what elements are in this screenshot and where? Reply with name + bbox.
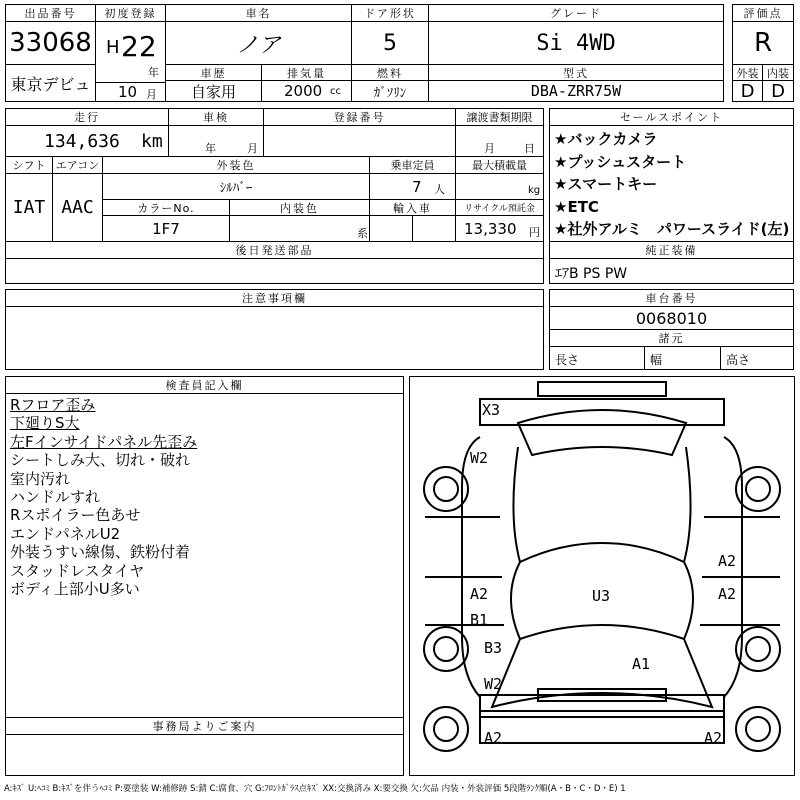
length-label: 長さ — [555, 353, 580, 367]
damage-mark: U3 — [592, 587, 611, 605]
hub-spare-left — [434, 717, 458, 741]
transfer-day-unit: 日 — [524, 142, 535, 155]
hub-front-left — [434, 637, 458, 661]
capacity: 7 — [412, 178, 422, 196]
hub-rear-left — [434, 477, 458, 501]
aircon-label: エアコン — [52, 156, 103, 174]
damage-mark: B3 — [484, 639, 503, 657]
inspector-note: ハンドルすれ — [10, 488, 101, 507]
color-no-label: カラーNo. — [102, 199, 230, 216]
model-label: 型式 — [428, 64, 724, 81]
specs-label: 諸元 — [549, 329, 794, 347]
damage-mark: A2 — [718, 552, 737, 570]
ext-color-label: 外装色 — [102, 156, 370, 174]
chassis-no-label: 車台番号 — [549, 289, 794, 307]
inspector-note: Rスポイラー色あせ — [10, 506, 141, 525]
color-no: 1F7 — [102, 215, 230, 242]
inspector-notes — [5, 393, 404, 718]
hub-front-right — [746, 637, 770, 661]
int-color-cell — [229, 215, 370, 242]
person-unit: 人 — [434, 183, 445, 196]
first-reg-label: 初度登録 — [95, 4, 166, 22]
import-label: 輸入車 — [369, 199, 456, 216]
legend: A:ｷｽﾞ U:ﾍｺﾐ B:ｷｽﾞを伴うﾍｺﾐ P:要塗装 W:補修跡 S:錆 C:腐食、穴 G:ﾌﾛﾝﾄｶﾞﾗｽ点ｷｽﾞ XX:交換済み X:要交換 欠:欠品 内装・外装評価 5段階ﾗﾝｸ順(A・B・C・D・E) 1 — [4, 784, 626, 794]
import-cell-2 — [412, 215, 456, 242]
rear-roof-shape — [513, 447, 690, 562]
insp-month-unit: 月 — [247, 142, 258, 155]
mileage: 134,636 — [44, 131, 120, 152]
sales-point: ★社外アルミ パワースライド(左) — [554, 220, 790, 238]
office-cell — [5, 734, 404, 776]
capacity-cell — [369, 173, 456, 200]
km-unit: km — [141, 131, 163, 152]
displacement: 2000 — [284, 82, 323, 100]
int-color-suffix: 系 — [357, 227, 368, 240]
later-parts-label: 後日発送部品 — [5, 241, 544, 259]
reg-month: 10 — [118, 83, 138, 101]
shift-label: シフト — [5, 156, 53, 174]
insp-year-unit: 年 — [205, 142, 216, 155]
score: R — [732, 21, 794, 65]
reg-no-cell — [263, 125, 456, 157]
shift: IAT — [5, 173, 53, 242]
kg-unit: kg — [528, 185, 541, 196]
fuel: ｶﾞｿﾘﾝ — [351, 80, 429, 102]
front-bumper-shape — [480, 711, 724, 743]
inspector-note: エンドパネルU2 — [10, 524, 121, 543]
car-name-label: 車名 — [165, 4, 352, 22]
height-cell — [720, 346, 794, 370]
sales-point: ★バックカメラ — [554, 130, 658, 148]
rear-bumper-shape — [538, 382, 666, 396]
lot-number: 33068 — [5, 21, 96, 65]
doors: 5 — [351, 21, 429, 65]
reg-no-label: 登録番号 — [263, 108, 456, 126]
wheel-front-right — [736, 627, 780, 671]
grade: Si 4WD — [428, 21, 724, 65]
year-unit: 年 — [148, 66, 159, 79]
displacement-label: 排気量 — [261, 64, 352, 81]
notes-cell — [5, 306, 544, 370]
aircon: AAC — [52, 173, 103, 242]
hub-rear-right — [746, 477, 770, 501]
recycle-label: リサイクル預託金 — [455, 199, 544, 216]
damage-mark: B1 — [470, 611, 489, 629]
car-outline-diagram — [410, 377, 794, 775]
max-load-cell — [455, 173, 544, 200]
max-load-label: 最大積載量 — [455, 156, 544, 174]
sales-points — [549, 125, 794, 242]
capacity-label: 乗車定員 — [369, 156, 456, 174]
damage-mark: W2 — [484, 675, 503, 693]
chassis-no: 0068010 — [549, 306, 794, 330]
inspection-label: 車検 — [168, 108, 264, 126]
transfer-month-unit: 月 — [484, 142, 495, 155]
history: 自家用 — [165, 80, 262, 102]
sales-point: ★プッシュスタート — [554, 152, 687, 171]
inspector-note: 室内汚れ — [10, 469, 71, 488]
transfer-doc-cell — [455, 125, 544, 157]
inspector-note: Rフロア歪み — [10, 396, 96, 414]
damage-diagram — [409, 376, 795, 776]
cc-unit: cc — [330, 86, 341, 97]
exterior-score: D — [732, 80, 763, 102]
door-label: ドア形状 — [351, 4, 429, 22]
sales-point: ★スマートキー — [554, 175, 658, 193]
first-reg-year-cell — [95, 21, 166, 83]
rear-panel-shape — [480, 399, 724, 425]
height-label: 高さ — [726, 353, 751, 367]
month-unit: 月 — [146, 88, 157, 101]
inspection-cell — [168, 125, 264, 157]
yen-unit: 円 — [529, 226, 540, 239]
import-cell-1 — [369, 215, 413, 242]
inspector-label: 検査員記入欄 — [5, 376, 404, 394]
wheel-front-left — [424, 627, 468, 671]
damage-mark: A2 — [484, 729, 503, 747]
interior-label: 内装 — [762, 64, 794, 81]
damage-mark: A1 — [632, 655, 651, 673]
inspector-note: 外装うすい線傷、鉄粉付着 — [10, 543, 191, 562]
wheel-spare-right — [736, 707, 780, 751]
width-cell — [644, 346, 721, 370]
venue: 東京デビュ — [5, 64, 96, 102]
fuel-label: 燃料 — [351, 64, 429, 81]
sales-points-label: セールスポイント — [549, 108, 794, 126]
length-cell — [549, 346, 645, 370]
damage-mark: A2 — [718, 585, 737, 603]
damage-mark: W2 — [470, 449, 489, 467]
displacement-cell — [261, 80, 352, 102]
inspector-note: 左Fインサイドパネル先歪み — [10, 432, 198, 451]
int-color-label: 内装色 — [229, 199, 370, 216]
grade-label: グレード — [428, 4, 724, 22]
exterior-label: 外装 — [732, 64, 763, 81]
recycle-fee: 13,330 — [464, 220, 517, 238]
notes-label: 注意事項欄 — [5, 289, 544, 307]
era: H — [106, 37, 120, 58]
lot-label: 出品番号 — [5, 4, 96, 22]
inspector-note: 下廻りS大 — [10, 414, 80, 433]
later-parts-cell — [5, 258, 544, 284]
width-label: 幅 — [650, 353, 663, 367]
transfer-doc-label: 譲渡書類期限 — [455, 108, 544, 126]
wheel-spare-left — [424, 707, 468, 751]
mileage-label: 走行 — [5, 108, 169, 126]
genuine-equip-cell — [549, 258, 794, 284]
front-panel-shape — [480, 695, 724, 717]
rear-glass-shape — [518, 410, 686, 455]
score-label: 評価点 — [732, 4, 794, 22]
equipment: ｴｱB PS PW — [555, 266, 628, 282]
hub-spare-right — [746, 717, 770, 741]
recycle-cell — [455, 215, 544, 242]
inspector-note: スタッドレスタイヤ — [10, 561, 145, 580]
reg-year: 22 — [121, 30, 157, 63]
first-reg-month-cell — [95, 82, 166, 102]
ext-color: ｼﾙﾊﾞｰ — [102, 173, 370, 200]
interior-score: D — [762, 80, 794, 102]
genuine-equip-label: 純正装備 — [549, 241, 794, 259]
model-code: DBA-ZRR75W — [428, 80, 724, 102]
damage-mark: A2 — [704, 729, 723, 747]
mileage-cell — [5, 125, 169, 157]
inspector-note: シートしみ大、切れ・破れ — [10, 451, 191, 470]
car-name: ノア — [165, 21, 352, 65]
inspector-note: ボディ上部小U多い — [10, 580, 140, 599]
damage-mark: A2 — [470, 585, 489, 603]
office-label: 事務局よりご案内 — [5, 717, 404, 735]
windshield-shape — [492, 639, 712, 707]
damage-mark: X3 — [482, 401, 501, 419]
history-label: 車歴 — [165, 64, 262, 81]
sales-point: ★ETC — [554, 197, 599, 216]
